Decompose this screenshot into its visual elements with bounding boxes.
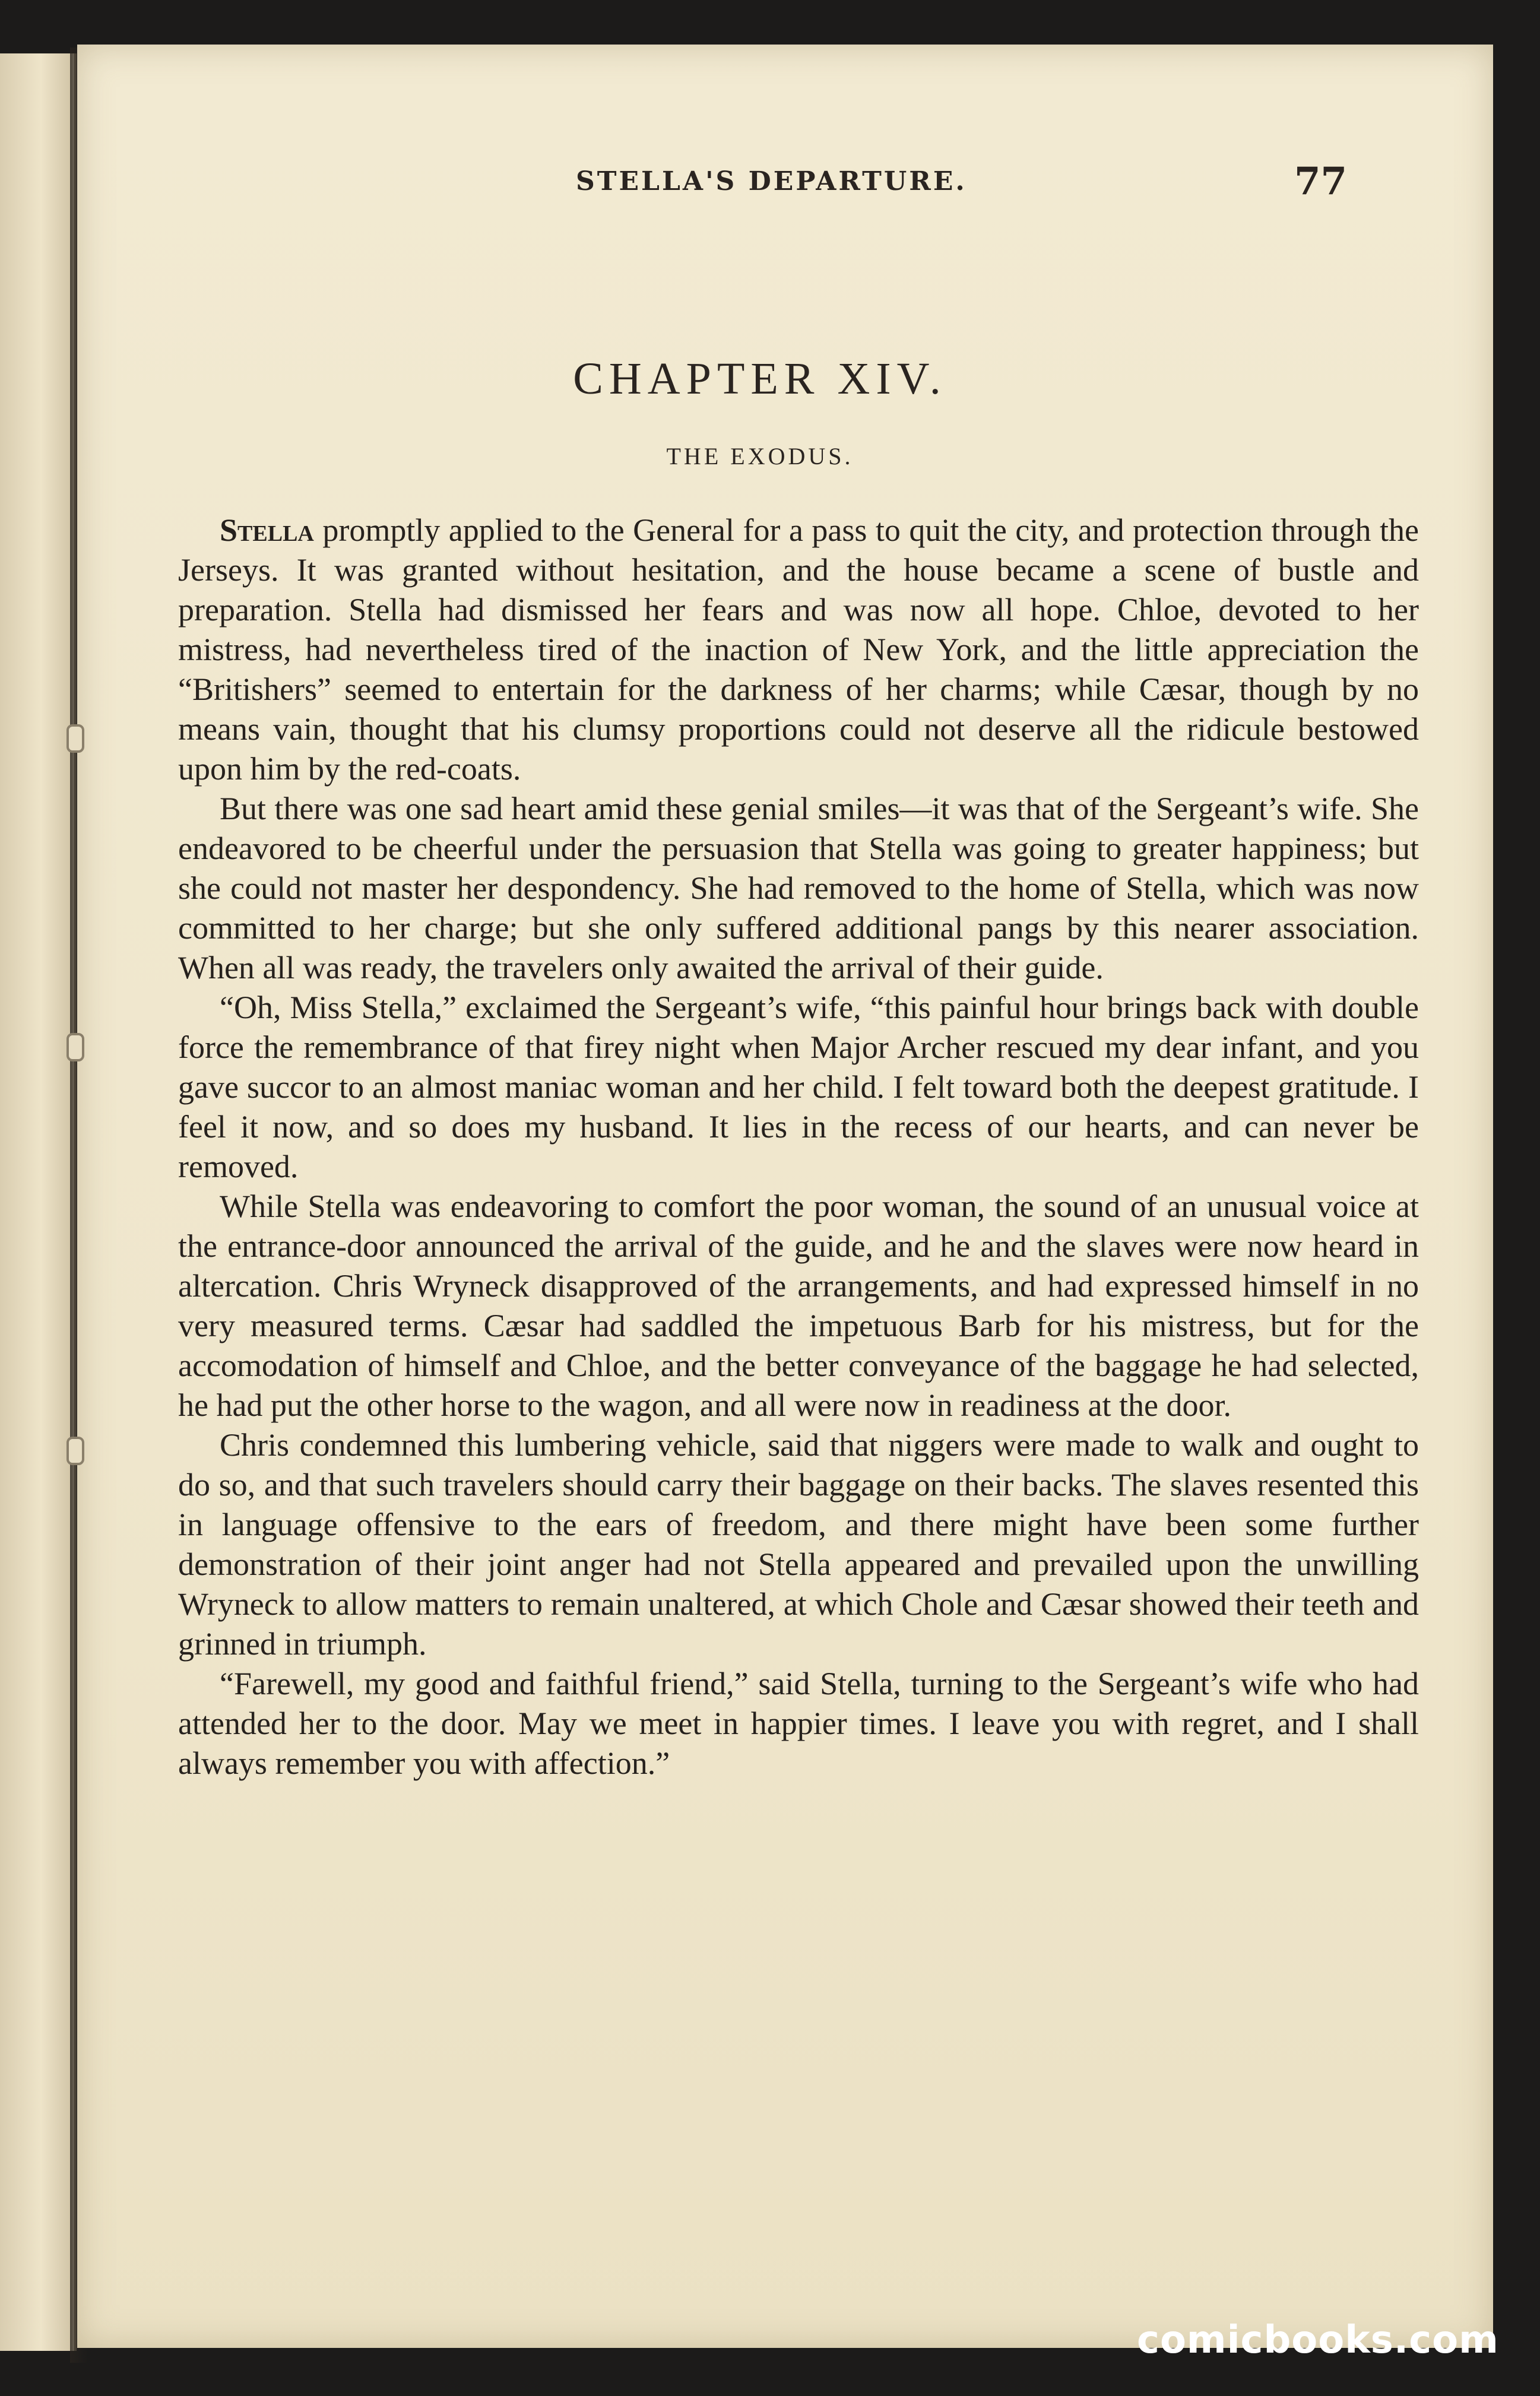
binding-staple [66, 1033, 84, 1061]
paragraph [178, 511, 1419, 789]
running-head [77, 159, 1493, 214]
previous-page-edge [0, 53, 77, 2351]
binding-staple [66, 1437, 84, 1465]
paragraph: “Oh, Miss Stella,” exclaimed the Sergeant’s wife, “this painful hour brings back with double force the remembrance of that firey night when Major Archer rescued my dear infant, and you gave succor to an almost maniac woman and her child. I felt toward both the deepest gratitude. I feel it now, and so does my husband. It lies in the recess of our hearts, and can never be removed. [178, 990, 1419, 1184]
paragraph: “Farewell, my good and faithful friend,” said Stella, turning to the Sergeant’s wife who had attended her to the door. May we meet in happier times. I leave you with regret, and I shall always remember you with affection.” [178, 1666, 1419, 1781]
binding-staple [66, 724, 84, 753]
paragraph-text: promptly applied to the General for a pass to quit the city, and protection through the Jerseys. It was granted without hesitation, and the house became a scene of bustle and preparation. Stella had dismissed her fears and was now all hope. Chloe, devoted to her mistress, had nevertheless tired of the inaction of New York, and the little appreciation the “Britishers” seemed to entertain for the darkness of her charms; while Cæsar, though by no means vain, thought that his clumsy proportions could not deserve all the ridicule bestowed upon him by the red-coats. [178, 512, 1419, 787]
paragraph: Chris condemned this lumbering vehicle, said that niggers were made to walk and ought to do so, and that such travelers should carry their baggage on their backs. The slaves resented this in language offensive to the ears of freedom, and there might have been some further demonstration of their joint anger had not Stella appeared and prevailed upon the unwilling Wryneck to allow matters to remain unaltered, at which Chole and Cæsar showed their teeth and grinned in triumph. [178, 1427, 1419, 1662]
site-watermark: comicbooks.com [1137, 2318, 1499, 2362]
paragraph: While Stella was endeavoring to comfort the poor woman, the sound of an unusual voice at the entrance-door announced the arrival of the guide, and he and the slaves were now heard in altercation. Chris Wryneck disapproved of the arrangements, and had expressed himself in no very measured terms. Cæsar had saddled the impetuous Barb for his mistress, but for the accomodation of himself and Chloe, and the better conveyance of the baggage he had selected, he had put the other horse to the wagon, and all were now in readiness at the door. [178, 1189, 1419, 1423]
chapter-title: CHAPTER XIV. [573, 354, 947, 404]
page-number: 77 [1294, 159, 1348, 204]
book-page [77, 45, 1493, 2348]
paragraph-lead-word: Stella [220, 512, 314, 548]
paragraph: But there was one sad heart amid these genial smiles—it was that of the Sergeant’s wife. She endeavored to be cheerful under the persuasion that Stella was going to greater happiness; but she could not master her despondency. She had removed to the home of Stella, which was now committed to her charge; but she only suffered additional pangs by this nearer association. When all was ready, the travelers only awaited the arrival of their guide. [178, 791, 1419, 985]
running-title: STELLA'S DEPARTURE. [576, 166, 967, 197]
chapter-subtitle: THE EXODUS. [666, 443, 854, 470]
chapter-body [178, 511, 1419, 1783]
